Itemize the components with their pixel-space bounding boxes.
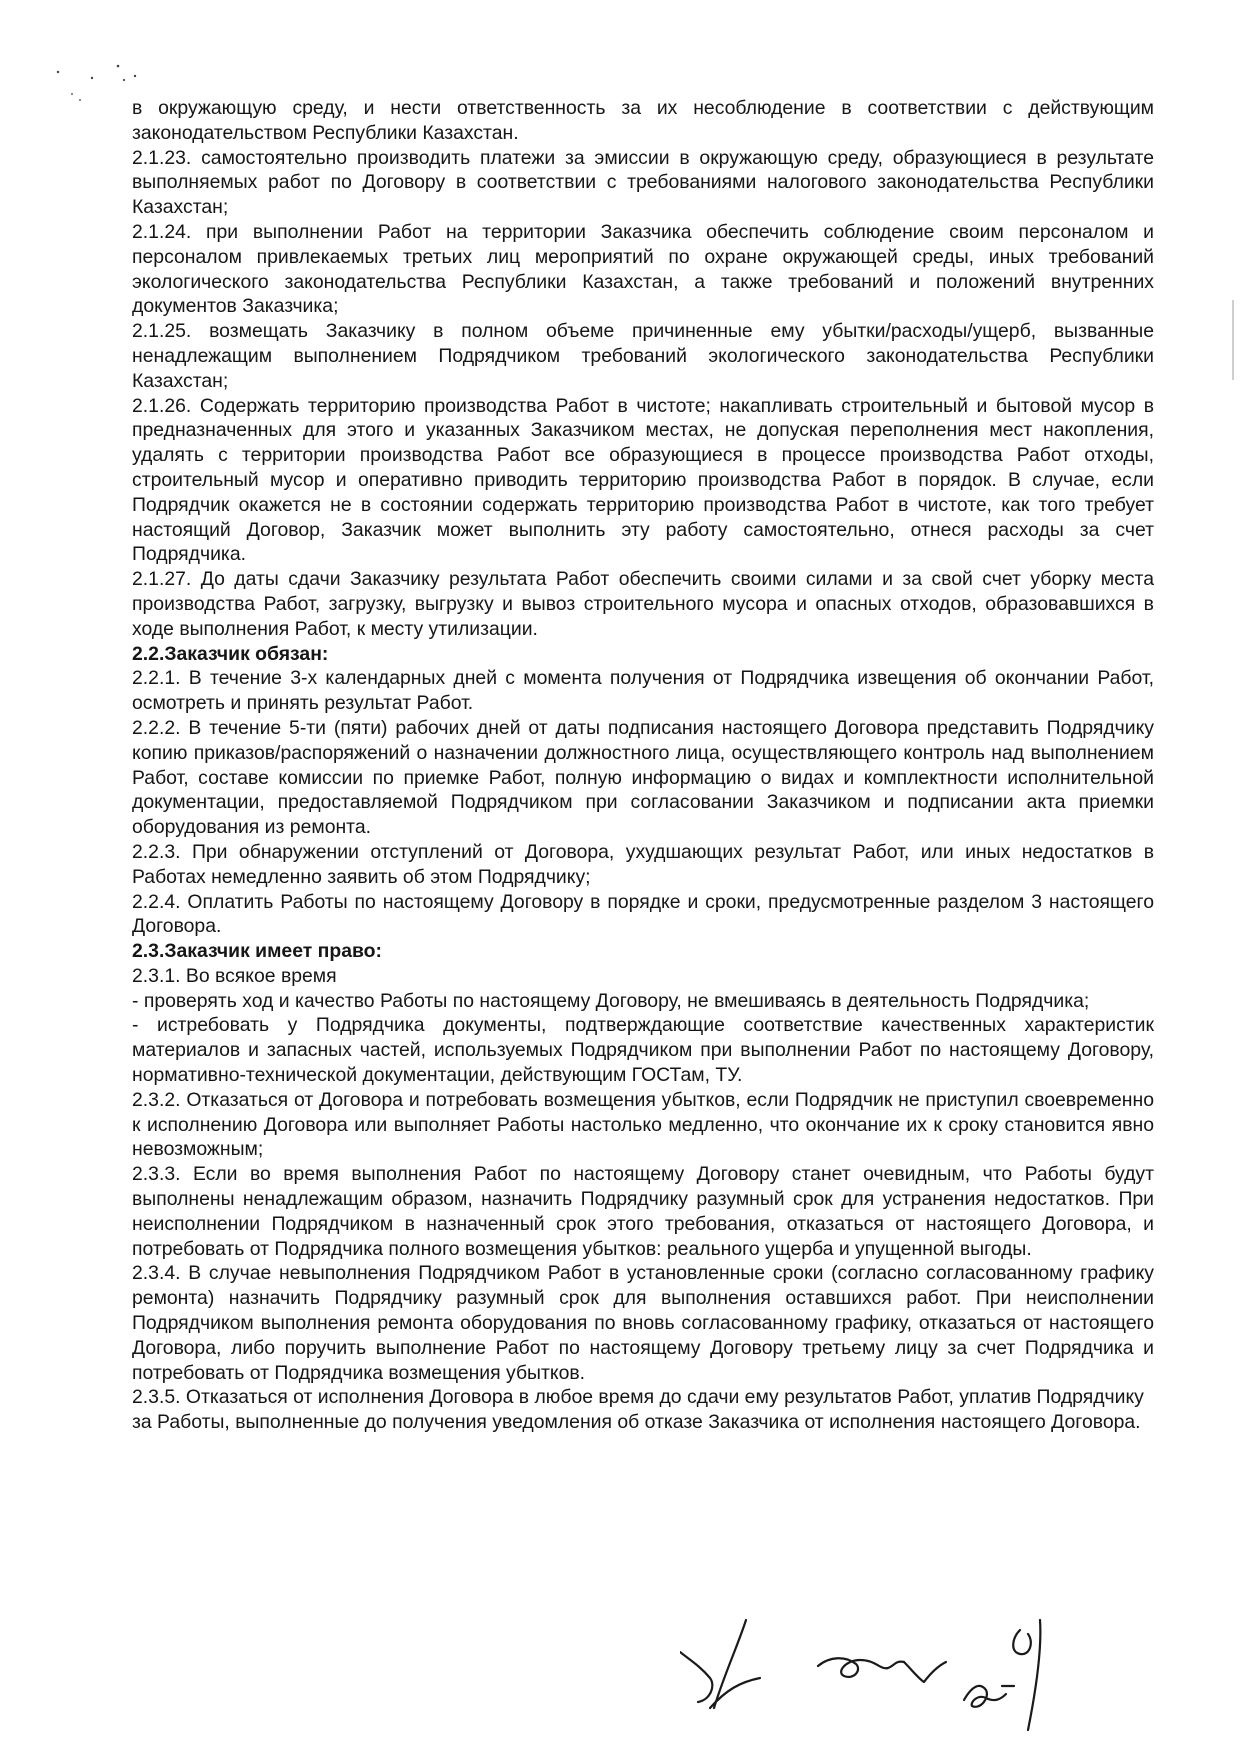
clause-2-2-4: 2.2.4. Оплатить Работы по настоящему Договору в порядке и сроки, предусмотренные разделом 3 настоящего Договора. xyxy=(132,890,1154,938)
clause-2-3-2: 2.3.2. Отказаться от Договора и потребовать возмещения убытков, если Подрядчик не приступил своевременно к исполнению Договора или выполняет Работы настолько медленно, что окончание их к сроку становится явно невозможным; xyxy=(132,1088,1154,1161)
clause-2-1-23: 2.1.23. самостоятельно производить платежи за эмиссии в окружающую среду, образующиеся в результате выполняемых работ по Договору в соответствии с требованиями налогового законодательства Республики Казахстан; xyxy=(132,146,1154,219)
signature-first xyxy=(680,1620,760,1708)
clause-2-1-26: 2.1.26. Содержать территорию производства Работ в чистоте; накапливать строительный и бытовой мусор в предназначенных для этого и указанных Заказчиком местах, не допуская переполнения мест накопления, удалять с территории производства Работ все образующиеся в процессе производства Работ отходы, строительный мусор и оперативно приводить территорию производства Работ в порядок. В случае, если Подрядчик окажется не в состоянии содержать территорию производства Работ в чистоте, как того требует настоящий Договор, Заказчик может выполнить эту работу самостоятельно, отнеся расходы за счет Подрядчика. xyxy=(132,394,1154,566)
scan-edge-mark xyxy=(1232,300,1234,380)
clause-2-3-1: 2.3.1. Во всякое время xyxy=(132,964,337,987)
clause-2-3-1-item-check: - проверять ход и качество Работы по настоящему Договору, не вмешиваясь в деятельность Подрядчика; xyxy=(132,989,1090,1012)
clause-2-1-25: 2.1.25. возмещать Заказчику в полном объеме причиненные ему убытки/расходы/ущерб, вызванные ненадлежащим выполнением Подрядчиком требований экологического законодательства Республики Казахстан; xyxy=(132,320,1154,392)
clause-2-1-27: 2.1.27. До даты сдачи Заказчику результата Работ обеспечить своими силами и за свой счет уборку места производства Работ, загрузку, выгрузку и вывоз строительного мусора и опасных отходов, образовавшихся в ходе выполнения Работ, к месту утилизации. xyxy=(132,568,1154,640)
signature-second xyxy=(818,1658,946,1682)
clause-2-2-2: 2.2.2. В течение 5-ти (пяти) рабочих дней от даты подписания настоящего Договора представить Подрядчику копию приказов/распоряжений о назначении должностного лица, осуществляющего контроль над выполнением Работ, составе комиссии по приемке Работ, полную информацию о видах и комплектности исполнительной документации, предоставляемой Подрядчиком при согласовании Заказчиком и подписании акта приемки оборудования из ремонта. xyxy=(132,716,1154,839)
signatures xyxy=(680,1590,1200,1740)
clause-2-2-3: 2.2.3. При обнаружении отступлений от Договора, ухудшающих результат Работ, или иных недостатков в Работах немедленно заявить об этом Подрядчику; xyxy=(132,840,1154,888)
clause-2-3-5: 2.3.5. Отказаться от исполнения Договора в любое время до сдачи ему результатов Работ, уплатив Подрядчику за Работы, выполненные до получения уведомления об отказе Заказчика от исполнения настоящего Договора. xyxy=(132,1386,1144,1434)
document-page xyxy=(132,96,1154,1435)
signature-third xyxy=(964,1620,1040,1730)
clause-2-3-4: 2.3.4. В случае невыполнения Подрядчиком Работ в установленные сроки (согласно согласованному графику ремонта) назначить Подрядчику разумный срок для выполнения оставшихся работ. При неисполнении Подрядчиком выполнения ремонта оборудования по вновь согласованному графику, отказаться от настоящего Договора, либо поручить выполнение Работ по настоящему Договору третьему лицу за счет Подрядчика и потребовать от Подрядчика возмещения убытков. xyxy=(132,1262,1154,1384)
clause-2-1-24: 2.1.24. при выполнении Работ на территории Заказчика обеспечить соблюдение своим персоналом и персоналом привлекаемых третьих лиц мероприятий по охране окружающей среды, иных требований экологического законодательства Республики Казахстан, а также требований и положений внутренних документов Заказчика; xyxy=(132,220,1154,318)
clause-2-3-1-item-request: - истребовать у Подрядчика документы, подтверждающие соответствие качественных характеристик материалов и запасных частей, используемых Подрядчиком при выполнении Работ по настоящему Договору, нормативно-технической документации, действующим ГОСТам, ТУ. xyxy=(132,1014,1154,1087)
section-heading-2-3: 2.3.Заказчик имеет право: xyxy=(132,940,382,963)
clause-2-3-3: 2.3.3. Если во время выполнения Работ по настоящему Договору станет очевидным, что Работы будут выполнены ненадлежащим образом, назначить Подрядчику разумный срок для устранения недостатков. При неисполнении Подрядчиком в назначенный срок этого требования, отказаться от настоящего Договора, и потребовать от Подрядчика полного возмещения убытков: реального ущерба и упущенной выгоды. xyxy=(132,1163,1154,1260)
clause-2-2-1: 2.2.1. В течение 3-х календарных дней с момента получения от Подрядчика извещения об окончании Работ, осмотреть и принять результат Работ. xyxy=(132,667,1154,715)
paragraph-env-liability: в окружающую среду, и нести ответственность за их несоблюдение в соответствии с действующим законодательством Республики Казахстан. xyxy=(132,97,1154,144)
section-heading-2-2: 2.2.Заказчик обязан: xyxy=(132,642,329,665)
